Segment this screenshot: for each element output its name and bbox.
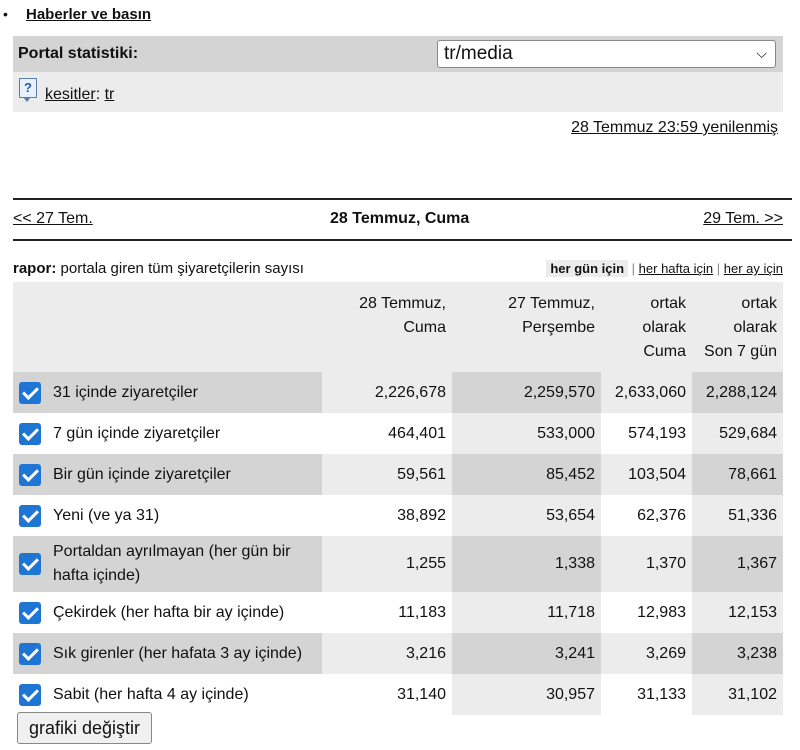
table-cell: 3,216 bbox=[322, 633, 452, 674]
table-row-label-cell bbox=[13, 495, 322, 536]
table-cell: 1,370 bbox=[601, 536, 692, 592]
portal-statistics-label: Portal statistiki: bbox=[18, 45, 139, 62]
period-weekly-link[interactable]: her hafta için bbox=[638, 261, 714, 276]
prev-day-link[interactable]: << 27 Tem. bbox=[13, 210, 93, 227]
table-cell: 1,367 bbox=[692, 536, 783, 592]
check-icon[interactable] bbox=[19, 553, 41, 575]
table-cell: 30,957 bbox=[452, 674, 601, 715]
check-icon[interactable] bbox=[19, 643, 41, 665]
check-icon[interactable] bbox=[19, 684, 41, 706]
updated-timestamp-link[interactable]: 28 Temmuz 23:59 yenilenmiş bbox=[571, 119, 778, 136]
table-cell: 1,255 bbox=[322, 536, 452, 592]
nav-divider-bottom bbox=[13, 239, 792, 241]
table-row bbox=[13, 495, 783, 536]
cuts-line bbox=[45, 86, 114, 104]
table-cell: 51,336 bbox=[692, 495, 783, 536]
table-cell: 529,684 bbox=[692, 413, 783, 454]
table-row-label-cell bbox=[13, 413, 322, 454]
section-link-news[interactable]: Haberler ve basın bbox=[26, 6, 152, 23]
table-cell: 2,633,060 bbox=[601, 372, 692, 413]
table-row bbox=[13, 413, 783, 454]
period-sep: | bbox=[631, 261, 636, 276]
row-label: Sabit (her hafta 4 ay içinde) bbox=[53, 685, 249, 703]
table-cell: 2,288,124 bbox=[692, 372, 783, 413]
question-mark-help-icon[interactable]: ? bbox=[19, 78, 37, 98]
period-daily[interactable]: her gün için bbox=[546, 260, 628, 277]
table-header-cell: ortak olarak Cuma bbox=[601, 282, 692, 372]
table-row bbox=[13, 372, 783, 413]
current-date-title: 28 Temmuz, Cuma bbox=[330, 210, 470, 227]
portal-select-value: tr/media bbox=[444, 43, 513, 64]
next-day-link[interactable]: 29 Tem. >> bbox=[703, 210, 783, 227]
table-cell: 3,238 bbox=[692, 633, 783, 674]
row-label: Yeni (ve ya 31) bbox=[53, 506, 160, 524]
table-cell: 38,892 bbox=[322, 495, 452, 536]
table-cell: 11,183 bbox=[322, 592, 452, 633]
table-cell: 85,452 bbox=[452, 454, 601, 495]
table-cell: 11,718 bbox=[452, 592, 601, 633]
table-cell: 103,504 bbox=[601, 454, 692, 495]
cuts-bar bbox=[13, 72, 783, 112]
table-cell: 2,226,678 bbox=[322, 372, 452, 413]
table-row-label-cell bbox=[13, 633, 322, 674]
row-label: 31 içinde ziyaretçiler bbox=[53, 383, 198, 401]
check-icon[interactable] bbox=[19, 464, 41, 486]
nav-divider-top bbox=[13, 198, 792, 200]
cuts-link[interactable]: kesitler bbox=[45, 86, 96, 103]
table-row bbox=[13, 674, 783, 715]
period-selector bbox=[546, 261, 783, 276]
change-chart-button[interactable]: grafiki değiştir bbox=[17, 712, 152, 744]
report-text: portala giren tüm şiyaretçilerin sayısı bbox=[56, 260, 304, 277]
table-header-label bbox=[13, 282, 322, 372]
table-cell: 2,259,570 bbox=[452, 372, 601, 413]
table-row bbox=[13, 536, 783, 592]
table-cell: 3,241 bbox=[452, 633, 601, 674]
period-sep: | bbox=[716, 261, 721, 276]
report-prefix: rapor: bbox=[13, 260, 57, 277]
table-row bbox=[13, 633, 783, 674]
check-icon[interactable] bbox=[19, 602, 41, 624]
row-label: Sık girenler (her hafata 3 ay içinde) bbox=[53, 644, 303, 662]
report-description bbox=[13, 260, 304, 277]
table-cell: 3,269 bbox=[601, 633, 692, 674]
check-icon[interactable] bbox=[19, 423, 41, 445]
table-header-cell: ortak olarak Son 7 gün bbox=[692, 282, 783, 372]
table-cell: 533,000 bbox=[452, 413, 601, 454]
table-cell: 78,661 bbox=[692, 454, 783, 495]
table-row-label-cell bbox=[13, 674, 322, 715]
table-cell: 31,140 bbox=[322, 674, 452, 715]
table-header-cell: 28 Temmuz, Cuma bbox=[322, 282, 452, 372]
list-bullet: • bbox=[3, 6, 8, 22]
row-label: Bir gün içinde ziyaretçiler bbox=[53, 465, 231, 483]
table-row bbox=[13, 454, 783, 495]
table-cell: 31,133 bbox=[601, 674, 692, 715]
table-row-label-cell bbox=[13, 536, 322, 592]
table-cell: 12,983 bbox=[601, 592, 692, 633]
table-cell: 574,193 bbox=[601, 413, 692, 454]
period-monthly-link[interactable]: her ay için bbox=[723, 261, 783, 276]
portal-statistics-bar bbox=[13, 36, 783, 72]
chevron-down-icon: ⌵ bbox=[756, 45, 767, 61]
table-cell: 53,654 bbox=[452, 495, 601, 536]
table-cell: 62,376 bbox=[601, 495, 692, 536]
portal-select[interactable] bbox=[437, 40, 776, 68]
check-icon[interactable] bbox=[19, 382, 41, 404]
table-cell: 464,401 bbox=[322, 413, 452, 454]
table-header-row bbox=[13, 282, 783, 372]
table-cell: 1,338 bbox=[452, 536, 601, 592]
table-row-label-cell bbox=[13, 592, 322, 633]
table-header-cell: 27 Temmuz, Perşembe bbox=[452, 282, 601, 372]
table-row-label-cell bbox=[13, 372, 322, 413]
cuts-value-link[interactable]: tr bbox=[104, 86, 115, 103]
cuts-separator: : bbox=[95, 86, 101, 103]
table-cell: 12,153 bbox=[692, 592, 783, 633]
table-cell: 59,561 bbox=[322, 454, 452, 495]
table-row-label-cell bbox=[13, 454, 322, 495]
stats-table bbox=[13, 282, 783, 715]
row-label: Çekirdek (her hafta bir ay içinde) bbox=[53, 603, 285, 621]
row-label: Portaldan ayrılmayan (her gün bir hafta içinde) bbox=[53, 543, 291, 584]
row-label: 7 gün içinde ziyaretçiler bbox=[53, 424, 221, 442]
table-row bbox=[13, 592, 783, 633]
check-icon[interactable] bbox=[19, 505, 41, 527]
table-cell: 31,102 bbox=[692, 674, 783, 715]
